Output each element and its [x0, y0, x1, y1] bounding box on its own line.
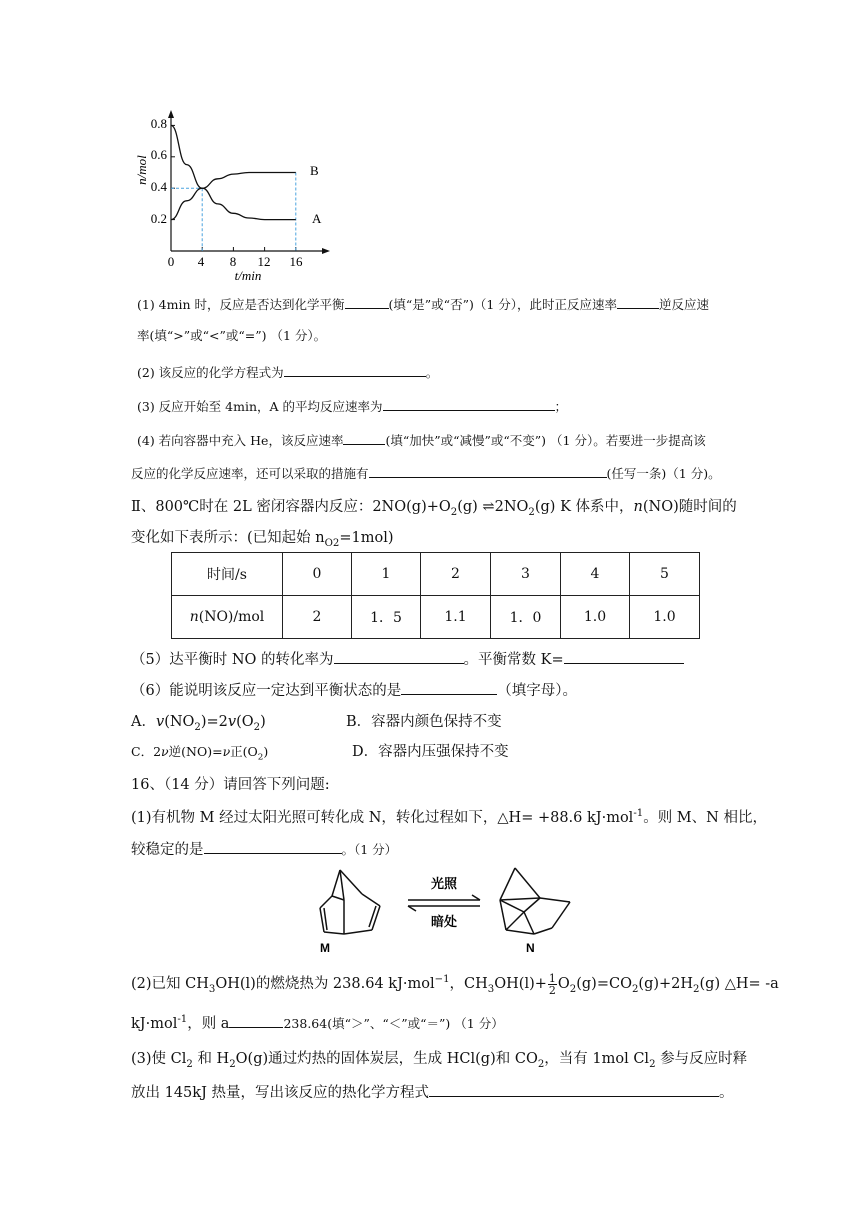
q16-p1-blank	[204, 839, 342, 854]
q4-line1: (4) 若向容器中充入 He，该反应速率 (填“加快”或“减慢”或“不变”) （1 分）。若要进一步提高该	[137, 430, 706, 449]
q1-line2: 率(填“>”或“<”或“=”) （1 分）。	[137, 328, 327, 343]
molecule-n-structure	[500, 868, 570, 934]
table-row	[172, 553, 700, 596]
q16-p3-line2: 放出 145kJ 热量，写出该反应的热化学方程式 。	[131, 1081, 734, 1102]
q16-p1-line2: 较稳定的是 。（1 分）	[131, 838, 397, 859]
q1-line1: (1) 4min 时，反应是否达到化学平衡 (填“是”或“否”)（1 分），此时正反应速率 逆反应速	[137, 294, 709, 313]
q4-line2: 反应的化学反应速率，还可以采取的措施有 (任写一条)（1 分)。	[131, 463, 721, 482]
q16-p2-line2: kJ·mol$^{-1}$，则 a 238.64(填“＞”、“＜”或“＝”) （1 分）	[131, 1014, 504, 1032]
dashed-guides	[171, 173, 296, 252]
q6-line: （6）能说明该反应一定达到平衡状态的是 （填字母）。	[131, 679, 577, 700]
part2-line2: 变化如下表所示：(已知起始 $n_{O2}=1mol$)	[131, 530, 394, 549]
q6-option-c: C．2ν逆(NO)=ν正$(O_2)$	[131, 744, 269, 763]
y-tick-label: 0.6	[150, 147, 167, 162]
table-cell: 1．0	[491, 596, 561, 639]
q1-blank-1	[345, 294, 389, 309]
table-row	[172, 596, 700, 639]
table-cell: 1	[352, 553, 421, 596]
q16-p2-blank	[229, 1013, 283, 1028]
table-cell: 1．5	[352, 596, 421, 639]
x-tick-label: 0	[167, 254, 175, 269]
q4-blank-1	[343, 430, 385, 445]
q3-blank	[383, 396, 555, 411]
series-b-line	[171, 173, 296, 220]
label-n: N	[526, 941, 535, 955]
table-cell: 3	[491, 553, 561, 596]
no-data-table	[171, 552, 700, 639]
q3-line: (3) 反应开始至 4min，A 的平均反应速率为 ；	[137, 396, 567, 415]
m-n-conversion-diagram	[310, 860, 580, 956]
x-tick-label: 12	[257, 254, 271, 269]
q1-blank-2	[617, 294, 659, 309]
q2-line: (2) 该反应的化学方程式为 。	[137, 362, 438, 381]
y-tick-label: 0.2	[150, 211, 167, 226]
equilibrium-arrow-icon: ⇌	[477, 499, 495, 515]
q6-option-b: B．容器内颜色保持不变	[346, 714, 502, 730]
axis-ticks	[171, 125, 296, 251]
y-tick-label: 0.8	[150, 116, 167, 131]
series-lines	[171, 125, 296, 219]
q6-option-d: D．容器内压强保持不变	[352, 744, 509, 760]
q6-option-a: A．$v(NO_2)=2v(O_2)$	[131, 714, 266, 733]
table-cell: 2	[421, 553, 491, 596]
table-cell: 1.0	[630, 596, 700, 639]
table-cell: 1.1	[421, 596, 491, 639]
n-vs-t-graph	[130, 108, 350, 286]
table-cell: 2	[283, 596, 352, 639]
x-tick-label: 4	[197, 254, 205, 269]
label-m: M	[320, 941, 330, 955]
table-cell: 4	[561, 553, 630, 596]
q5-blank-2	[564, 649, 684, 664]
x-axis-label: t/min	[234, 268, 262, 283]
fraction-one-half: $\frac{1}{2}$	[548, 971, 556, 997]
y-axis-label: n/mol	[134, 155, 149, 185]
table-header-n: n(NO)/mol	[172, 596, 283, 639]
table-cell: 1.0	[561, 596, 630, 639]
double-arrow-icon	[408, 895, 480, 911]
table-cell: 5	[630, 553, 700, 596]
y-tick-label: 0.4	[150, 179, 167, 194]
q16-p3-line1: (3)使 $Cl_2$ 和 $H_2O(g)$通过灼热的固体炭层，生成 HCl(g)和 $CO_2$，当有 1mol $Cl_2$ 参与反应时释	[131, 1051, 748, 1070]
q4-blank-2	[369, 463, 607, 478]
q2-blank	[284, 362, 426, 377]
curve-label-b: B	[310, 163, 319, 178]
arrow-bottom-label: 暗处	[430, 915, 458, 930]
x-tick-label: 8	[229, 254, 237, 269]
q6-blank	[401, 680, 497, 695]
q5-blank-1	[334, 649, 464, 664]
x-tick-label: 16	[289, 254, 303, 269]
q16-p1-line1: (1)有机物 M 经过太阳光照可转化成 N，转化过程如下，△H= +88.6 kJ·mol$^{-1}$。则 M、N 相比，	[131, 808, 767, 826]
q16-p2-line1: (2)已知 $CH_3OH(l)$的燃烧热为 238.64 kJ·mol$^{-1}$，$CH_3OH(l)+$ $\frac{1}{2}$ $O_2(g)=CO_2(g)+2H_2(g)$ △H= -a	[131, 971, 779, 997]
q16-p3-blank	[429, 1082, 719, 1097]
molecule-m-structure	[320, 870, 380, 934]
q16-header: 16、（14 分）请回答下列问题:	[131, 777, 330, 793]
arrow-top-label: 光照	[430, 877, 458, 892]
table-header-time: 时间/s	[172, 553, 283, 596]
curve-label-a: A	[312, 211, 322, 226]
q5-line: （5）达平衡时 NO 的转化率为 。平衡常数 K=	[131, 648, 684, 669]
table-cell: 0	[283, 553, 352, 596]
part2-line1: Ⅱ、800℃时在 2L 密闭容器内反应：$2NO(g)+O_2(g)$ $\rightleftharpoons 2NO_2(g)$ K 体系中，n(NO)随时间的	[131, 499, 737, 518]
